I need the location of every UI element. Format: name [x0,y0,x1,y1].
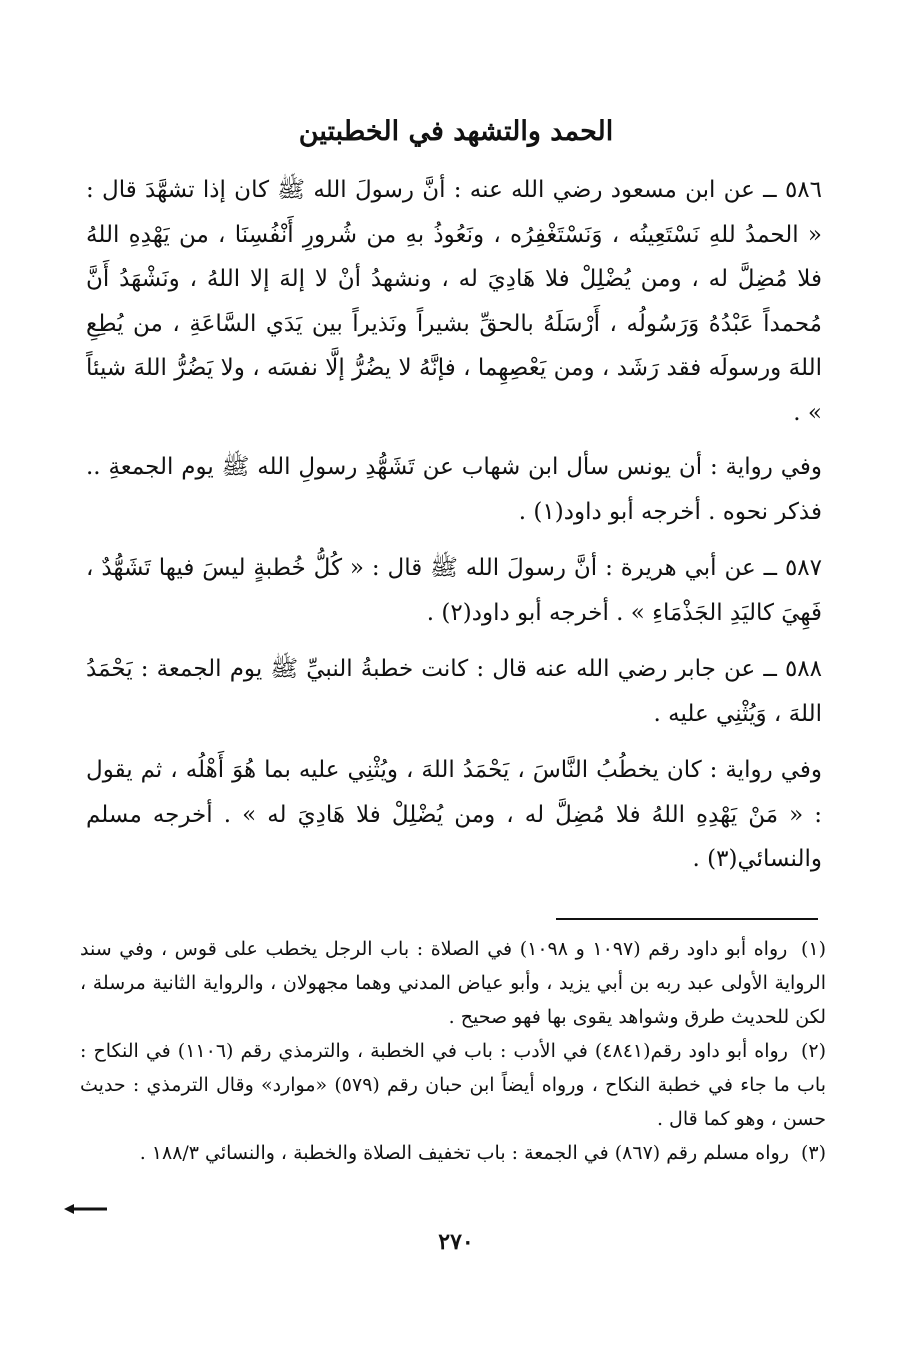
hadith-586-variant: وفي رواية : أن يونس سأل ابن شهاب عن تَشَهُّدِ رسولِ الله ﷺ يوم الجمعةِ .. فذكر نحوه . أخرجه أبو داود(١) . [86,454,822,525]
footnote-number: (١) [800,938,826,960]
footnote-divider [556,918,818,920]
arrow-left-icon [64,1202,108,1216]
footnote-text: رواه أبو داود رقم(٤٨٤١) في الأدب : باب في الخطبة ، والترمذي رقم (١١٠٦) في النكاح : باب ما جاء في خطبة النكاح ، ورواه أيضاً ابن حبان رقم (٥٧٩) «موارد» وقال الترمذي : حديث حسن ، وهو كما قال . [80,1040,826,1130]
hadith-588-variant: وفي رواية : كان يخطُبُ النَّاسَ ، يَحْمَدُ اللهَ ، ويُثْنِي عليه بما هُوَ أَهْلُه ، ثم يقول : « مَنْ يَهْدِهِ اللهُ فلا مُضِلَّ له ، ومن يُضْلِلْ فلا هَادِيَ له » . أخرجه مسلم والنسائي(٣) . [86,757,822,872]
page-number: ٢٧٠ [438,1229,474,1255]
footnote-2 [80,1034,826,1136]
footnotes [80,932,826,1170]
footnote-text: رواه مسلم رقم (٨٦٧) في الجمعة : باب تخفيف الصلاة والخطبة ، والنسائي ١٨٨/٣ . [139,1142,789,1164]
main-text [86,168,822,894]
hadith-586: ٥٨٦ ــ عن ابن مسعود رضي الله عنه : أنَّ رسولَ الله ﷺ كان إذا تشهَّدَ قال : « الحمدُ للهِ نَسْتَعِينُه ، وَنَسْتَغْفِرُه ، ونَعُوذُ بهِ من شُرورِ أَنْفُسِنَا ، من يَهْدِهِ اللهُ فلا مُضِلَّ له ، ومن يُضْلِلْ فلا هَادِيَ له ، ونشهدُ أنْ لا إلهَ إلا اللهُ ، ونَشْهَدُ أَنَّ مُحمداً عَبْدُهُ وَرَسُولُه ، أَرْسَلَهُ بالحقِّ بشيراً ونَذيراً بين يَدَي السَّاعَةِ ، من يُطِعِ اللهَ ورسولَه فقد رَشَد ، ومن يَعْصِهِما ، فإنَّهُ لا يضُرُّ إلَّا نفسَه ، ولا يَضُرُّ اللهَ شيئاً » . [86,177,822,426]
footnote-number: (٢) [800,1040,826,1062]
footnote-1 [80,932,826,1034]
chapter-title: الحمد والتشهد في الخطبتين [298,116,614,147]
hadith-587: ٥٨٧ ــ عن أبي هريرة : أنَّ رسولَ الله ﷺ قال : « كُلُّ خُطبةٍ ليسَ فيها تَشَهُّدٌ ، فَهِيَ كاليَدِ الجَذْمَاءِ » . أخرجه أبو داود(٢) . [86,555,822,626]
footnote-3 [80,1136,826,1170]
footnote-number: (٣) [800,1142,826,1164]
footnote-text: رواه أبو داود رقم (١٠٩٧ و ١٠٩٨) في الصلاة : باب الرجل يخطب على قوس ، وفي سند الرواية الأولى عبد ربه بن أبي يزيد ، وأبو عياض المدني وهما مجهولان ، والرواية الثانية مرسلة ، لكن للحديث طرق وشواهد يقوى بها فهو صحيح . [80,938,826,1028]
hadith-588: ٥٨٨ ــ عن جابر رضي الله عنه قال : كانت خطبةُ النبيِّ ﷺ يوم الجمعة : يَحْمَدُ اللهَ ، وَيُثْنِي عليه . [86,656,822,727]
